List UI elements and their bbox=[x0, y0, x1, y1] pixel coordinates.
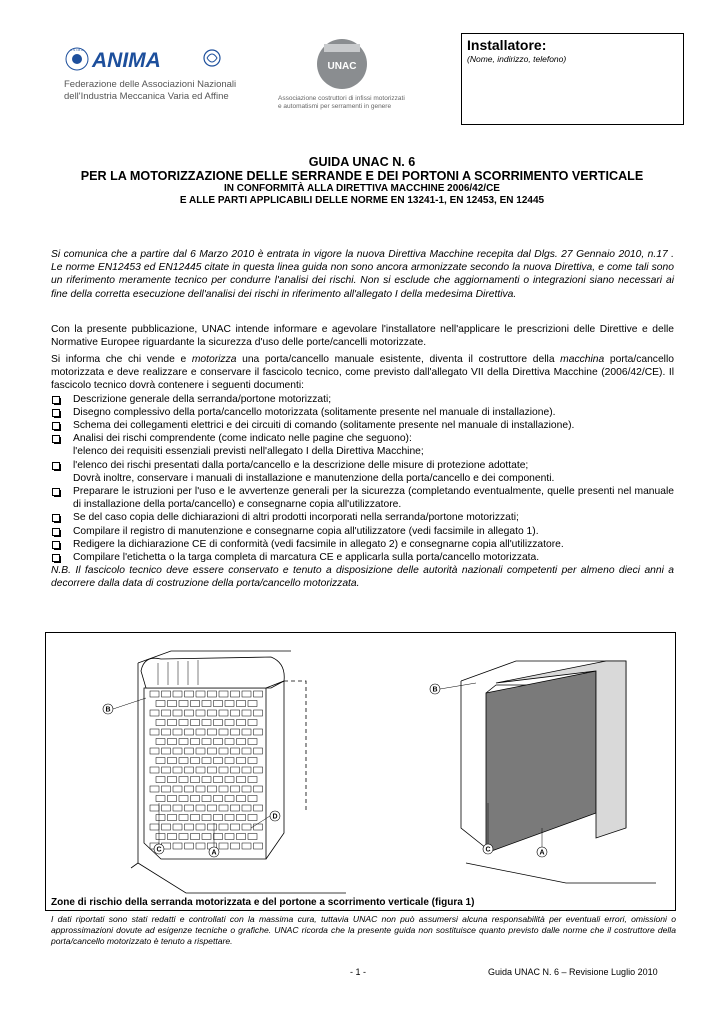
unac-desc-line2: e automatismi per serramenti in genere bbox=[278, 103, 392, 110]
info-section bbox=[51, 353, 674, 591]
risk-zone-illustration bbox=[46, 633, 675, 910]
footer-reference: Guida UNAC N. 6 – Revisione Luglio 2010 bbox=[488, 967, 658, 977]
label-c-right: C bbox=[485, 846, 491, 854]
anima-small-text: A.N.I.M.A. bbox=[70, 48, 84, 52]
list-item: Compilare l'etichetta o la targa completa di marcatura CE e applicarla sulla porta/cancello motorizzata. bbox=[51, 551, 674, 564]
unac-desc-line1: Associazione costruttori di infissi motorizzati bbox=[278, 95, 405, 102]
norms-line: E ALLE PARTI APPLICABILI DELLE NORME EN 13241-1, EN 12453, EN 12445 bbox=[179, 195, 545, 206]
guide-subtitle: PER LA MOTORIZZAZIONE DELLE SERRANDE E DEI PORTONI A SCORRIMENTO VERTICALE bbox=[80, 169, 644, 183]
label-b-right: B bbox=[432, 686, 438, 694]
list-item: Se del caso copia delle dichiarazioni di altri prodotti incorporati nella serranda/portone motorizzati; bbox=[51, 511, 674, 524]
unac-description bbox=[278, 95, 438, 111]
info-paragraph: Si informa che chi vende e motorizza una porta/cancello manuale esistente, diventa il costruttore della macchina porta/cancello motorizzata e deve realizzare e conservare il fascicolo tecnico, come previsto dall'allegato VII della Direttiva Macchine (2006/42/CE). Il fascicolo tecnico dovrà contenere i seguenti documenti: bbox=[51, 354, 674, 392]
checkbox-icon bbox=[52, 435, 60, 443]
checkbox-icon bbox=[52, 462, 60, 470]
purpose-paragraph: Con la presente pubblicazione, UNAC intende informare e agevolare l'installatore nell'applicare le prescrizioni delle Direttive e delle Normative Europee riguardante la sicurezza d'uso delle porte/cancelli motorizzate. bbox=[51, 324, 674, 349]
page-number: - 1 - bbox=[350, 967, 367, 977]
label-c-left: C bbox=[156, 846, 162, 854]
checkbox-icon bbox=[52, 409, 60, 417]
list-item: Descrizione generale della serranda/portone motorizzati; bbox=[51, 393, 674, 406]
list-item: Redigere la dichiarazione CE di conformità (vedi facsimile in allegato 2) e consegnarne copia all'utilizzatore. bbox=[51, 538, 674, 551]
installer-subtitle: (Nome, indirizzo, telefono) bbox=[467, 54, 567, 64]
checkbox-icon bbox=[52, 541, 60, 549]
list-item: l'elenco dei rischi presentati dalla porta/cancello e la descrizione delle misure di protezione adottate; Dovrà inoltre, conservare i manuali di installazione e manutenzione della porta/cancello e dei componenti. bbox=[51, 459, 674, 485]
installer-title: Installatore: bbox=[467, 37, 547, 53]
checkbox-icon bbox=[52, 528, 60, 536]
conformity-line: IN CONFORMITÀ ALLA DIRETTIVA MACCHINE 2006/42/CE bbox=[224, 183, 500, 194]
label-a-right: A bbox=[539, 849, 545, 857]
anima-desc-line1: Federazione delle Associazioni Nazionali bbox=[64, 79, 237, 90]
unac-logo bbox=[316, 38, 376, 90]
anima-desc-line2: dell'Industria Meccanica Varia ed Affine bbox=[64, 91, 229, 102]
anima-wordmark: ANIMA bbox=[92, 49, 161, 72]
list-item: Compilare il registro di manutenzione e consegnarne copia all'utilizzatore (vedi facsimile in allegato 1). bbox=[51, 525, 674, 538]
checkbox-icon bbox=[52, 396, 60, 404]
checkbox-icon bbox=[52, 514, 60, 522]
figure-caption: Zone di rischio della serranda motorizzata e del portone a scorrimento verticale (figura 1) bbox=[51, 897, 475, 908]
installer-box bbox=[461, 33, 684, 125]
unac-wordmark: UNAC bbox=[327, 61, 357, 72]
anima-description bbox=[64, 79, 284, 103]
list-item: Analisi dei rischi comprendente (come indicato nelle pagine che seguono): l'elenco dei requisiti essenziali previsti nell'allegato I della Direttiva Macchine; bbox=[51, 432, 674, 458]
label-b-left: B bbox=[105, 706, 111, 714]
checkbox-icon bbox=[52, 488, 60, 496]
list-item: Disegno complessivo della porta/cancello motorizzata (solitamente presente nel manuale di installazione). bbox=[51, 406, 674, 419]
checkbox-icon bbox=[52, 422, 60, 430]
list-item: Schema dei collegamenti elettrici e dei circuiti di comando (solitamente presente nel manuale di installazione). bbox=[51, 419, 674, 432]
document-checklist bbox=[51, 393, 674, 565]
guide-title: GUIDA UNAC N. 6 bbox=[308, 155, 416, 169]
nb-note: N.B. Il fascicolo tecnico deve essere conservato e tenuto a disposizione delle autorità nazionali competenti per almeno dieci anni a decorrere dalla data di costruzione della porta/cancello motorizzata. bbox=[51, 565, 674, 590]
figure-box bbox=[45, 632, 676, 911]
label-d-left: D bbox=[272, 813, 278, 821]
checkbox-icon bbox=[52, 554, 60, 562]
disclaimer: I dati riportati sono stati redatti e controllati con la massima cura, tuttavia UNAC non può assumersi alcuna responsabilità per eventuali errori, omissioni o approssimazioni dovute ad esigenze tecniche o grafiche. UNAC ricorda che la presente guida non sostituisce quanto previsto dalle norme che il costruttore della porta/cancello motorizzato è tenuto a rispettare. bbox=[51, 914, 676, 946]
label-a-left: A bbox=[211, 849, 217, 857]
intro-paragraph: Si comunica che a partire dal 6 Marzo 2010 è entrata in vigore la nuova Direttiva Macchine recepita dal Dlgs. 27 Gennaio 2010, n.17 . Le norme EN12453 ed EN12445 citate in questa linea guida non sono ancora armonizzate secondo la nuova Direttiva, e come tali sono un riferimento meramente tecnico per condurre l'analisi dei rischi. Non si esclude che aggiornamenti o integrazioni siano necessari ai fine della corretta esecuzione dell'analisi dei rischi in riferimento all'allegato I della medesima Direttiva. bbox=[51, 249, 674, 300]
list-item: Preparare le istruzioni per l'uso e le avvertenze generali per la sicurezza (completando eventualmente, quelle presenti nel manuale di installazione della porta/cancello) e consegnarne copia all'utilizzatore. bbox=[51, 485, 674, 511]
